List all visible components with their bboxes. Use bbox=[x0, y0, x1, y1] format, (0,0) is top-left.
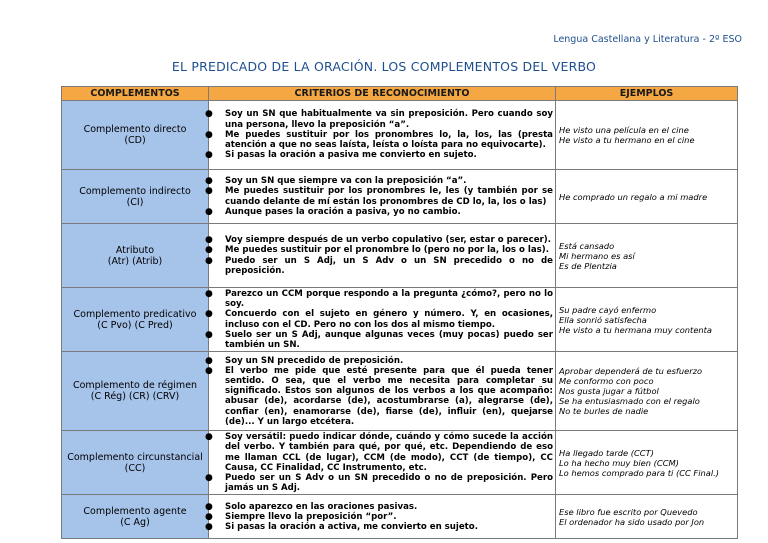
complement-name-cell bbox=[62, 224, 209, 288]
table-row bbox=[62, 224, 738, 288]
criterion-item: ● Puedo ser un S Adv o un SN precedido o no de preposición. Pero jamás un S Adj. bbox=[211, 473, 553, 493]
complement-abbr: (C Pvo) (C Pred) bbox=[97, 319, 173, 331]
example-item: Se ha entusiasmado con el regalo bbox=[559, 396, 700, 407]
example-item: He comprado un regalo a mi madre bbox=[559, 191, 708, 202]
complement-name: Atributo bbox=[115, 244, 155, 256]
example-item: Aprobar dependerá de tu esfuerzo bbox=[559, 366, 703, 377]
criteria-cell bbox=[209, 101, 556, 170]
complements-table bbox=[61, 86, 738, 539]
criterion-item: ● Si pasas la oración a pasiva me convierto en sujeto. bbox=[211, 150, 553, 160]
example-item: Está cansado bbox=[559, 240, 615, 251]
complement-abbr: (Atr) (Atrib) bbox=[107, 255, 163, 267]
complement-name-cell bbox=[62, 495, 209, 539]
example-item: He visto una película en el cine bbox=[559, 125, 689, 135]
example-item: El ordenador ha sido usado por Jon bbox=[559, 516, 705, 527]
complement-name: Complemento agente bbox=[83, 505, 187, 517]
complement-name-cell bbox=[62, 352, 209, 431]
criterion-item: ● Soy un SN que habitualmente va sin preposición. Pero cuando soy una persona, llevo la preposición “a”. bbox=[211, 109, 553, 129]
complement-name: Complemento indirecto bbox=[79, 185, 191, 197]
criterion-item: ● El verbo me pide que esté presente para que él pueda tener sentido. O sea, que el verbo me necesita para completar su significado. Estos son algunos de los verbos a los que acompaño: abusar (de), acordarse (de), acostumbrarse (a), alegrarse (de), confiar (en), enamorarse (de), fiarse (de), influir (en), quejarse (de)... Y un largo etcétera. bbox=[211, 366, 553, 427]
criterion-item: ● Siempre llevo la preposición “por”. bbox=[211, 512, 553, 522]
examples-cell bbox=[556, 495, 738, 539]
example-item: He visto a tu hermano en el cine bbox=[559, 135, 695, 145]
complement-name: Complemento directo bbox=[83, 124, 187, 135]
table-row bbox=[62, 101, 738, 170]
criteria-cell bbox=[209, 431, 556, 495]
table-row bbox=[62, 170, 738, 224]
example-item: Me conformo con poco bbox=[559, 376, 654, 387]
criterion-item: ● Solo aparezco en las oraciones pasivas. bbox=[211, 502, 553, 512]
criterion-item: ● Si pasas la oración a activa, me convierto en sujeto. bbox=[211, 522, 553, 532]
criterion-item: ● Parezco un CCM porque respondo a la pregunta ¿cómo?, pero no lo soy. bbox=[211, 289, 553, 309]
example-item: Lo ha hecho muy bien (CCM) bbox=[559, 457, 679, 468]
complement-name-cell bbox=[62, 431, 209, 495]
criteria-cell bbox=[209, 352, 556, 431]
criterion-item: ● Me puedes sustituir por los pronombres lo, la, los, las (presta atención a que no seas laísta, leísta o loísta para no equivocarte). bbox=[211, 130, 553, 150]
header-criterios: CRITERIOS DE RECONOCIMIENTO bbox=[209, 87, 556, 101]
example-item: Ha llegado tarde (CCT) bbox=[559, 447, 654, 458]
complement-abbr: (CC) bbox=[124, 462, 146, 474]
example-item: He visto a tu hermana muy contenta bbox=[559, 324, 713, 335]
complement-name: Complemento circunstancial bbox=[67, 451, 203, 463]
example-item: Ese libro fue escrito por Quevedo bbox=[559, 506, 698, 517]
criterion-item: ● Aunque pases la oración a pasiva, yo no cambio. bbox=[211, 207, 553, 217]
header-complementos: COMPLEMENTOS bbox=[62, 87, 209, 101]
examples-cell bbox=[556, 101, 738, 170]
table-header-row bbox=[62, 87, 738, 101]
complement-abbr: (CD) bbox=[124, 135, 146, 146]
page-title: EL PREDICADO DE LA ORACIÓN. LOS COMPLEMENTOS DEL VERBO bbox=[171, 59, 597, 74]
header-ejemplos: EJEMPLOS bbox=[556, 87, 738, 101]
course-label: Lengua Castellana y Literatura - 2º ESO bbox=[553, 34, 742, 45]
criteria-cell bbox=[209, 288, 556, 352]
criteria-cell bbox=[209, 495, 556, 539]
example-item: Lo hemos comprado para ti (CC Final.) bbox=[559, 467, 720, 478]
complement-abbr: (C Ag) bbox=[120, 516, 150, 528]
complement-abbr: (CI) bbox=[126, 196, 144, 208]
complement-name: Complemento predicativo bbox=[73, 308, 197, 320]
complement-abbr: (C Rég) (CR) (CRV) bbox=[90, 391, 180, 403]
complement-name-cell bbox=[62, 101, 209, 170]
examples-cell bbox=[556, 288, 738, 352]
complement-name-cell bbox=[62, 288, 209, 352]
examples-cell bbox=[556, 170, 738, 224]
criterion-item: ● Suelo ser un S Adj, aunque algunas veces (muy pocas) puedo ser también un SN. bbox=[211, 330, 553, 350]
example-item: Ella sonrió satisfecha bbox=[559, 314, 647, 325]
table-row bbox=[62, 495, 738, 539]
example-item: Es de Plentzia bbox=[559, 260, 617, 271]
example-item: Su padre cayó enfermo bbox=[559, 304, 657, 315]
criterion-item: ● Me puedes sustituir por el pronombre lo (pero no por la, los o las). bbox=[211, 245, 553, 255]
examples-cell bbox=[556, 431, 738, 495]
criterion-item: ● Soy un SN precedido de preposición. bbox=[211, 356, 553, 366]
criterion-item: ● Soy un SN que siempre va con la preposición “a”. bbox=[211, 176, 553, 186]
example-item: Mi hermano es así bbox=[559, 250, 635, 261]
complement-name: Complemento de régimen bbox=[72, 380, 198, 392]
criterion-item: ● Soy versátil: puedo indicar dónde, cuándo y cómo sucede la acción del verbo. Y también para qué, por qué, etc. Dependiendo de eso me llaman CCL (de lugar), CCM (de modo), CCT (de tiempo), CC Causa, CC Finalidad, CC Instrumento, etc. bbox=[211, 432, 553, 473]
criteria-cell bbox=[209, 224, 556, 288]
criterion-item: ● Puedo ser un S Adj, un S Adv o un SN precedido o no de preposición. bbox=[211, 256, 553, 276]
example-item: Nos gusta jugar a fútbol bbox=[559, 386, 659, 397]
criterion-item: ● Concuerdo con el sujeto en género y número. Y, en ocasiones, incluso con el CD. Pero no con los dos al mismo tiempo. bbox=[211, 309, 553, 329]
criterion-item: ● Me puedes sustituir por los pronombres le, les (y también por se cuando delante de mí están los pronombres de CD lo, la, los o las) bbox=[211, 186, 553, 206]
table-row bbox=[62, 288, 738, 352]
examples-cell bbox=[556, 224, 738, 288]
example-item: No te burles de nadie bbox=[559, 406, 649, 417]
criteria-cell bbox=[209, 170, 556, 224]
examples-cell bbox=[556, 352, 738, 431]
table-row bbox=[62, 431, 738, 495]
complement-name-cell bbox=[62, 170, 209, 224]
table-row bbox=[62, 352, 738, 431]
criterion-item: ● Voy siempre después de un verbo copulativo (ser, estar o parecer). bbox=[211, 235, 553, 245]
